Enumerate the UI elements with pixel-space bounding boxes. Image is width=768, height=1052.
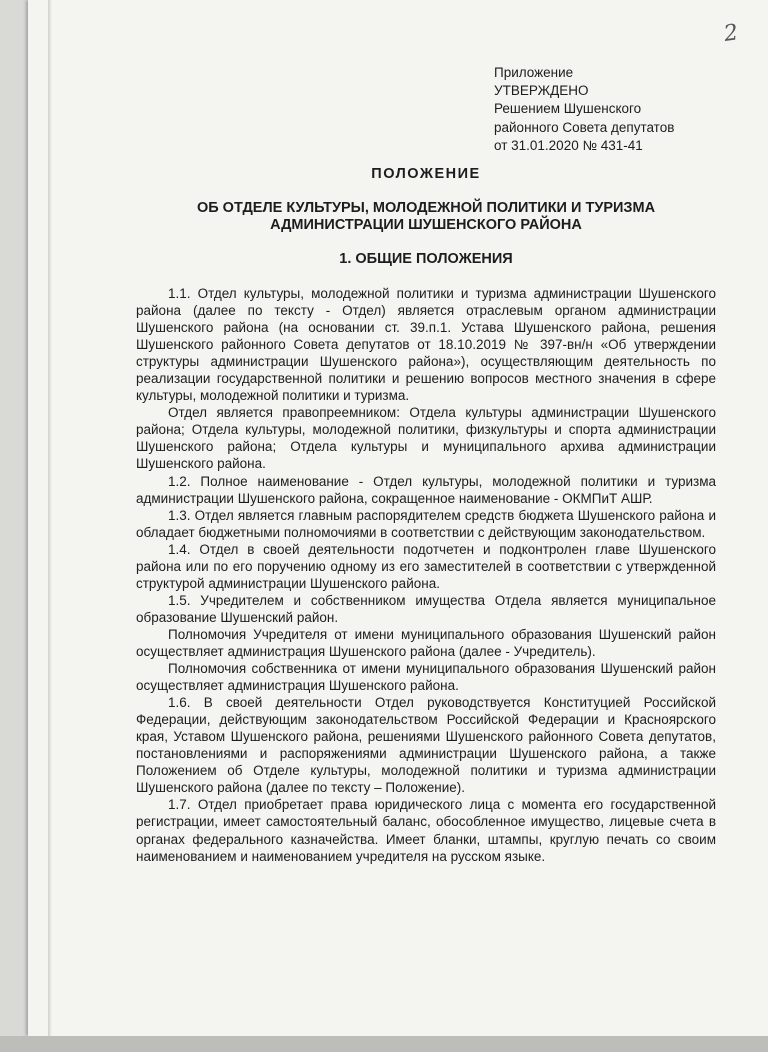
page-fold-shadow: [48, 0, 52, 1036]
paragraph: 1.1. Отдел культуры, молодежной политики и туризма администрации Шушенского района (далее по тексту - Отдел) является отраслевым органом администрации Шушенского района (на основании ст. 39.п.1. Устава Шушенского района, решения Шушенского районного Совета депутатов от 18.10.2019 № 397-вн/н «Об утверждении структуры администрации Шушенского района»), осуществляющим деятельность по реализации государственной политики и решению вопросов местного значения в сфере культуры, молодежной политики и туризма.: [136, 286, 716, 404]
paragraph: Полномочия Учредителя от имени муниципального образования Шушенский район осуществляет администрация Шушенского района (далее - Учредитель).: [136, 626, 716, 659]
approval-line: от 31.01.2020 № 431-41: [494, 137, 643, 153]
paragraph: 1.6. В своей деятельности Отдел руководствуется Конституцией Российской Федерации, действующим законодательством Российской Федерации и Красноярского края, Уставом Шушенского района, решениями Шушенского районного Совета депутатов, постановлениями и распоряжениями администрации Шушенского района, а также Положением об Отделе культуры, молодежной политики и туризма администрации Шушенского района (далее по тексту – Положение).: [136, 695, 716, 796]
paragraph: Отдел является правопреемником: Отдела культуры администрации Шушенского района; Отдела культуры, молодежной политики, физкультуры и спорта администрации Шушенского района; Отдела культуры и муниципального архива администрации Шушенского района.: [136, 405, 716, 472]
approval-line: Решением Шушенского: [494, 101, 642, 117]
paragraph: Полномочия собственника от имени муниципального образования Шушенский район осуществляет администрация Шушенского района.: [136, 661, 716, 694]
body-text: [136, 285, 716, 865]
document-title: ПОЛОЖЕНИЕ: [371, 166, 481, 182]
subtitle-line: ОБ ОТДЕЛЕ КУЛЬТУРЫ, МОЛОДЕЖНОЙ ПОЛИТИКИ И ТУРИЗМА: [196, 200, 656, 216]
approval-line: УТВЕРЖДЕНО: [494, 83, 589, 99]
approval-block: [494, 64, 744, 155]
paragraph: 1.3. Отдел является главным распорядителем средств бюджета Шушенского района и обладает бюджетными полномочиями в соответствии с действующим законодательством.: [136, 507, 716, 540]
handwritten-page-number: 2: [722, 20, 740, 47]
scan-bottom-edge: [0, 1036, 768, 1052]
paragraph: 1.7. Отдел приобретает права юридического лица с момента его государственной регистрации, имеет самостоятельный баланс, обособленное имущество, лицевые счета в органах федерального казначейства. Имеет бланки, штампы, круглую печать со своим наименованием и наименованием учредителя на русском языке.: [136, 797, 716, 864]
approval-line: районного Совета депутатов: [494, 119, 675, 135]
paragraph: 1.4. Отдел в своей деятельности подотчетен и подконтролен главе Шушенского района или по его поручению одному из его заместителей в соответствии с утвержденной структурой администрации Шушенского района.: [136, 541, 716, 591]
paragraph: 1.5. Учредителем и собственником имущества Отдела является муниципальное образование Шушенский район.: [136, 592, 716, 625]
document-subtitle: [136, 200, 716, 234]
paragraph: 1.2. Полное наименование - Отдел культуры, молодежной политики и туризма администрации Шушенского района, сокращенное наименование - ОКМПиТ АШР.: [136, 473, 716, 506]
subtitle-line: АДМИНИСТРАЦИИ ШУШЕНСКОГО РАЙОНА: [270, 217, 582, 233]
section-heading: 1. ОБЩИЕ ПОЛОЖЕНИЯ: [339, 251, 513, 267]
approval-line: Приложение: [494, 65, 574, 80]
